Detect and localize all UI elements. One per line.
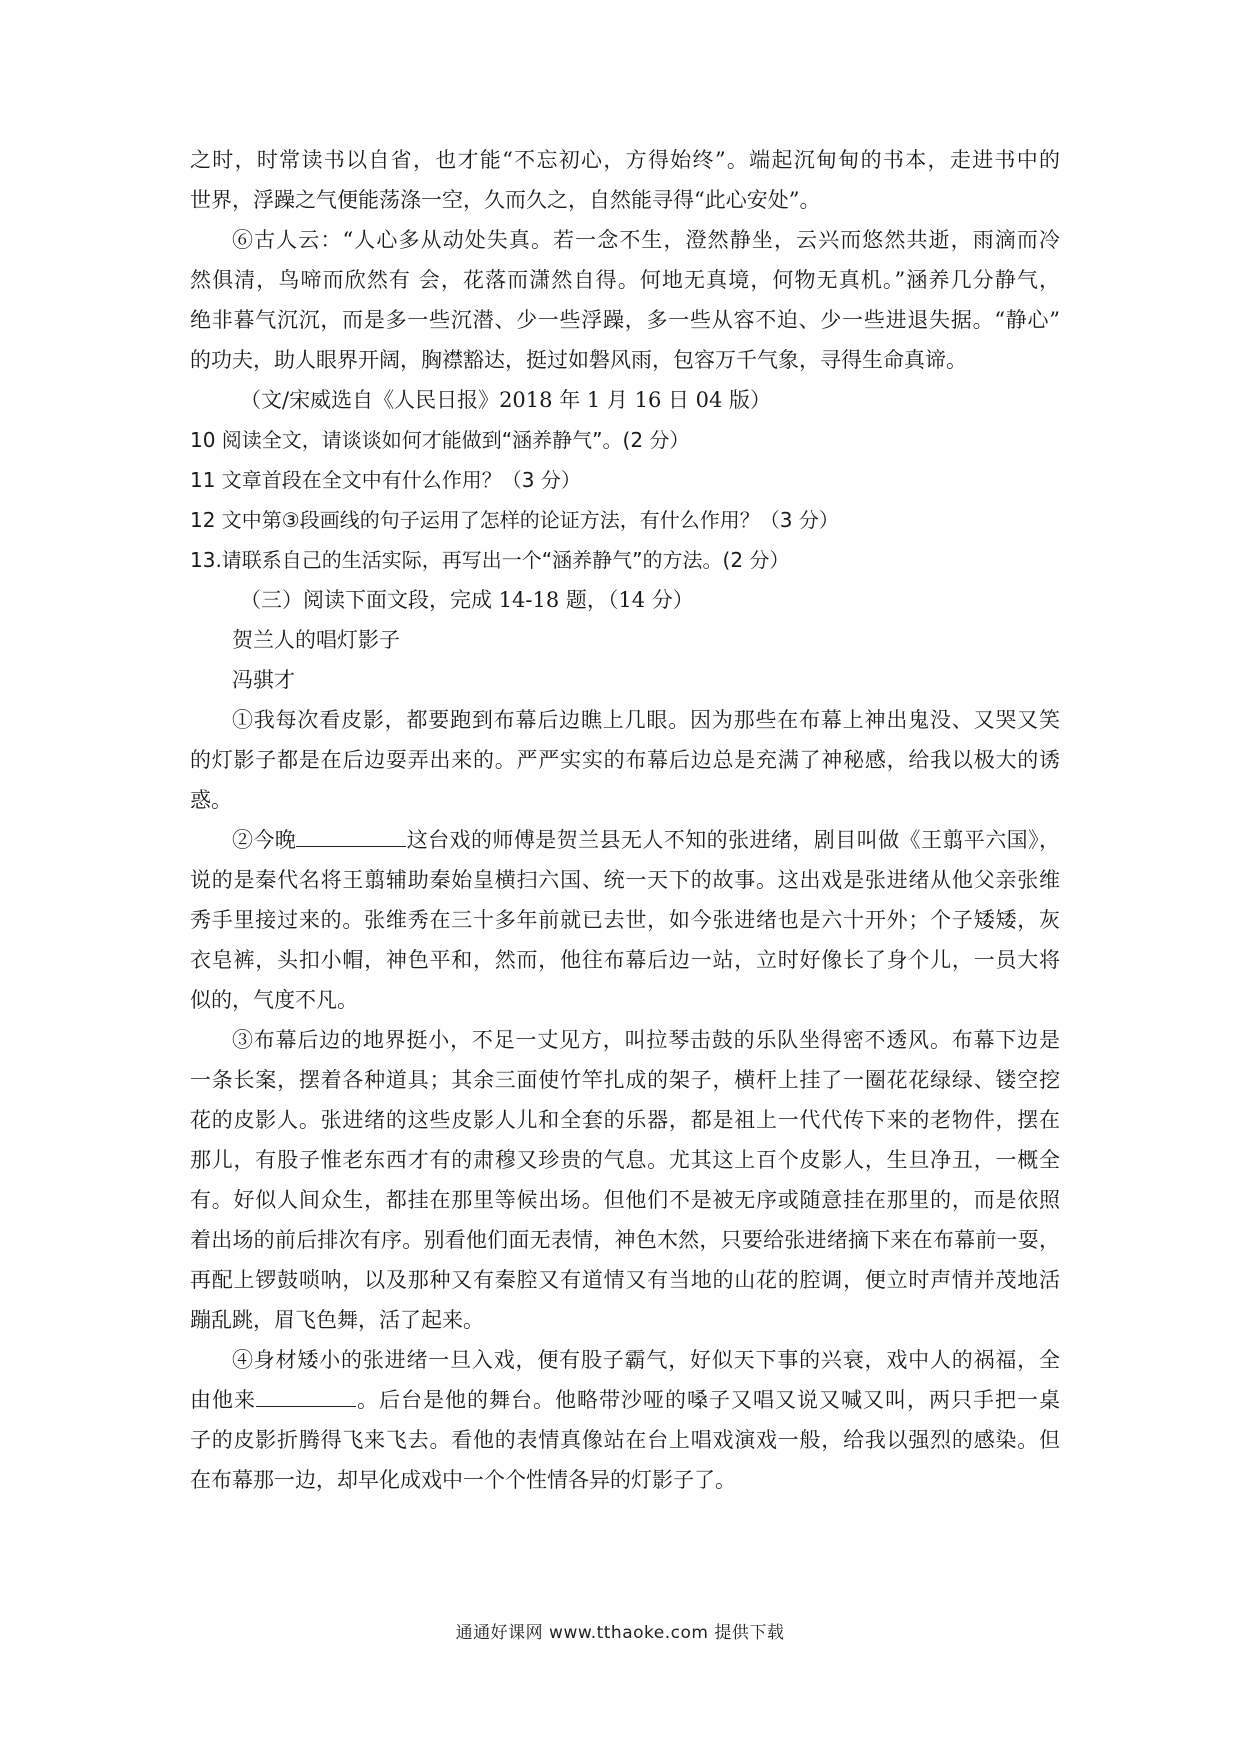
paragraph-line: ④身材矮小的张进绪一旦入戏，便有股子霸气，好似天下事的兴衰，戏中人的祸福，全 xyxy=(232,1348,1060,1372)
paragraph-line-with-blank xyxy=(190,820,1060,860)
paragraph-text: ②今晚 xyxy=(232,828,297,852)
question-10: 10 阅读全文，请谈谈如何才能做到“涵养静气”。(2 分） xyxy=(190,428,690,452)
paragraph-line: ③布幕后边的地界挺小，不足一丈见方，叫拉琴击鼓的乐队坐得密不透风。布幕下边是 xyxy=(232,1028,1060,1052)
paragraph-text: 这台戏的师傅是贺兰县无人不知的张进绪，剧目叫做《王翦平六国》， xyxy=(406,828,1060,852)
paragraph-text: 由他来 xyxy=(190,1388,256,1412)
question-13: 13.请联系自己的生活实际，再写出一个“涵养静气”的方法。(2 分） xyxy=(190,548,790,572)
question-12: 12 文中第③段画线的句子运用了怎样的论证方法，有什么作用？（3 分） xyxy=(190,508,839,532)
paragraph-line: 的功夫，助人眼界开阔，胸襟豁达，挺过如磐风雨，包容万千气象，寻得生命真谛。 xyxy=(190,348,967,372)
paragraph-line: 惑。 xyxy=(190,788,232,812)
fill-in-blank xyxy=(256,1384,356,1407)
paragraph-text: 。后台是他的舞台。他略带沙哑的嗓子又唱又说又喊又叫，两只手把一桌 xyxy=(356,1388,1060,1412)
paragraph-line: ①我每次看皮影，都要跑到布幕后边瞧上几眼。因为那些在布幕上神出鬼没、又哭又笑 xyxy=(232,708,1060,732)
paragraph-line: 子的皮影折腾得飞来飞去。看他的表情真像站在台上唱戏演戏一般，给我以强烈的感染。但 xyxy=(190,1428,1060,1452)
fill-in-blank xyxy=(296,824,406,847)
page-footer: 通通好课网 www.tthaoke.com 提供下载 xyxy=(455,1623,785,1643)
paragraph-line: 然俱清，鸟啼而欣然有 会，花落而潇然自得。何地无真境，何物无真机。”涵养几分静气， xyxy=(190,268,1060,292)
paragraph-line-with-blank xyxy=(190,1380,1060,1420)
paragraph-line: 绝非暮气沉沉，而是多一些沉潜、少一些浮躁，多一些从容不迫、少一些进退失据。“静心” xyxy=(190,308,1060,332)
article-title: 贺兰人的唱灯影子 xyxy=(232,628,400,652)
paragraph-line: 有。好似人间众生，都挂在那里等候出场。但他们不是被无序或随意挂在那里的，而是依照 xyxy=(190,1188,1060,1212)
paragraph-line: 衣皂裤，头扣小帽，神色平和，然而，他往布幕后边一站，立时好像长了身个儿，一员大将 xyxy=(190,948,1060,972)
paragraph-line: 蹦乱跳，眉飞色舞，活了起来。 xyxy=(190,1308,484,1332)
paragraph-line: 一条长案，摆着各种道具；其余三面使竹竿扎成的架子，横杆上挂了一圈花花绿绿、镂空挖 xyxy=(190,1068,1060,1092)
document-page xyxy=(190,140,1060,1500)
paragraph-line: ⑥古人云：“人心多从动处失真。若一念不生，澄然静坐，云兴而悠然共逝，雨滴而冷 xyxy=(232,228,1060,252)
paragraph-line: 的灯影子都是在后边耍弄出来的。严严实实的布幕后边总是充满了神秘感，给我以极大的诱 xyxy=(190,748,1060,772)
paragraph-line: 说的是秦代名将王翦辅助秦始皇横扫六国、统一天下的故事。这出戏是张进绪从他父亲张维 xyxy=(190,868,1060,892)
question-11: 11 文章首段在全文中有什么作用？（3 分） xyxy=(190,468,581,492)
paragraph-line: 世界，浮躁之气便能荡涤一空，久而久之，自然能寻得“此心安处”。 xyxy=(190,188,821,212)
paragraph-line: 再配上锣鼓唢呐，以及那种又有秦腔又有道情又有当地的山花的腔调，便立时声情并茂地活 xyxy=(190,1268,1060,1292)
paragraph-line: 在布幕那一边，却早化成戏中一个个性情各异的灯影子了。 xyxy=(190,1468,736,1492)
paragraph-line: 秀手里接过来的。张维秀在三十多年前就已去世，如今张进绪也是六十开外；个子矮矮，灰 xyxy=(190,908,1060,932)
paragraph-line: 之时，时常读书以自省，也才能“不忘初心，方得始终”。端起沉甸甸的书本，走进书中的 xyxy=(190,148,1060,172)
paragraph-line: 着出场的前后排次有序。别看他们面无表情，神色木然，只要给张进绪摘下来在布幕前一耍， xyxy=(190,1228,1060,1252)
paragraph-line: 花的皮影人。张进绪的这些皮影人儿和全套的乐器，都是祖上一代代传下来的老物件，摆在 xyxy=(190,1108,1060,1132)
section-heading: （三）阅读下面文段，完成 14-18 题，（14 分） xyxy=(240,588,694,612)
article-author: 冯骐才 xyxy=(232,668,295,692)
source-citation: （文/宋威选自《人民日报》2018 年 1 月 16 日 04 版） xyxy=(240,388,772,412)
paragraph-line: 那儿，有股子惟老东西才有的肃穆又珍贵的气息。尤其这上百个皮影人，生旦净丑，一概全 xyxy=(190,1148,1060,1172)
paragraph-line: 似的，气度不凡。 xyxy=(190,988,358,1012)
